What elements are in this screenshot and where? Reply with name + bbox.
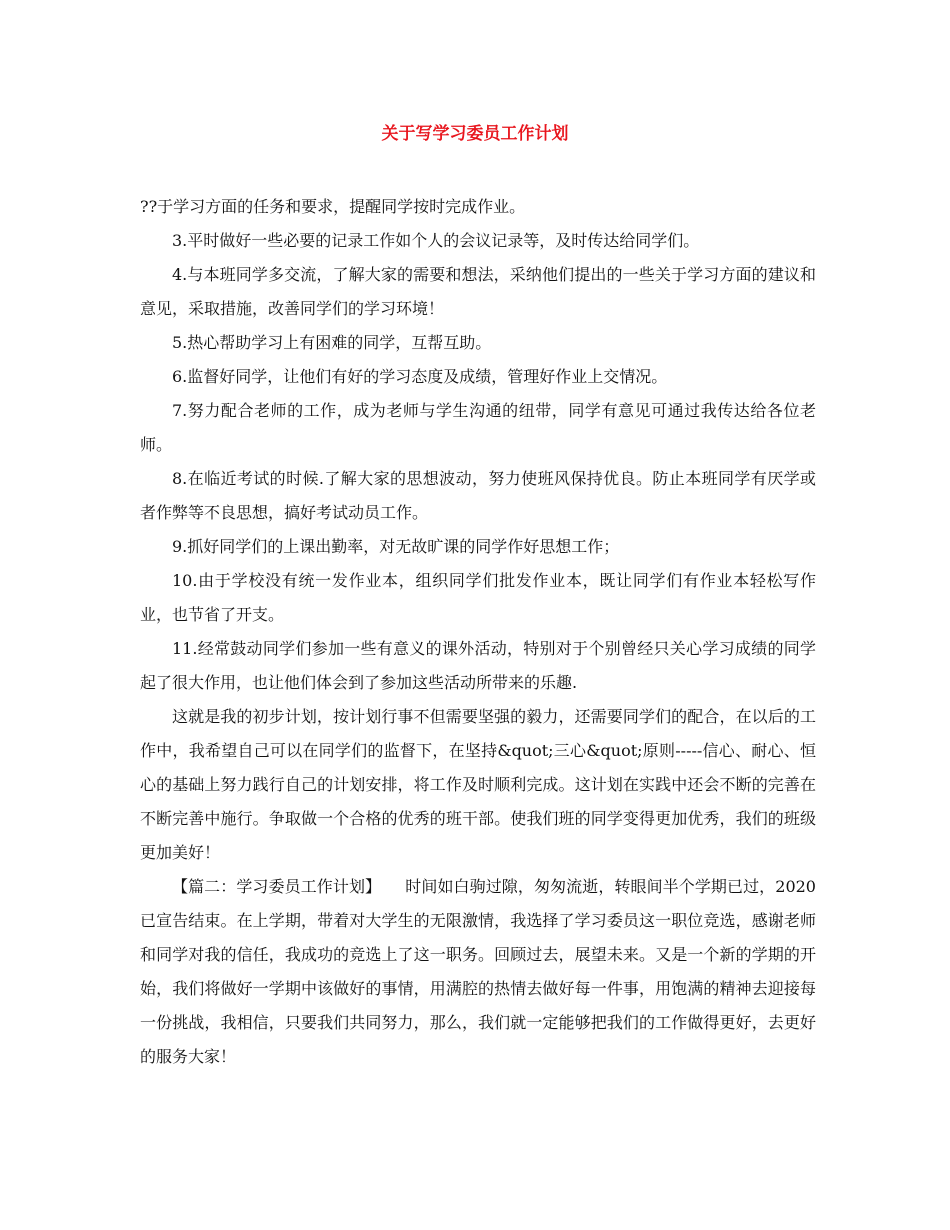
paragraph-item-6: 6.监督好同学，让他们有好的学习态度及成绩，管理好作业上交情况。 (172, 367, 668, 386)
document-body (140, 190, 816, 1074)
paragraph-item-3: 3.平时做好一些必要的记录工作如个人的会议记录等，及时传达给同学们。 (172, 231, 700, 250)
paragraph-item-9: 9.抓好同学们的上课出勤率，对无故旷课的同学作好思想工作； (172, 537, 620, 556)
paragraph-section-two: 【篇二：学习委员工作计划】 时间如白驹过隙，匆匆流逝，转眼间半个学期已过，2020已宣告结束。在上学期，带着对大学生的无限激情，我选择了学习委员这一职位竞选，感谢老师和同学对我的信任，我成功的竞选上了这一职务。回顾过去，展望未来。又是一个新的学期的开始，我们将做好一学期中该做好的事情，用满腔的热情去做好每一件事，用饱满的精神去迎接每一份挑战，我相信，只要我们共同努力，那么，我们就一定能够把我们的工作做得更好，去更好的服务大家！ (140, 877, 816, 1066)
document-title: 关于写学习委员工作计划 (381, 124, 569, 144)
paragraph-item-5: 5.热心帮助学习上有困难的同学，互帮互助。 (172, 333, 492, 352)
paragraph-continued: ??于学习方面的任务和要求，提醒同学按时完成作业。 (140, 197, 526, 216)
paragraph-item-7: 7.努力配合老师的工作，成为老师与学生沟通的纽带，同学有意见可通过我传达给各位老师。 (140, 401, 816, 454)
paragraph-item-8: 8.在临近考试的时候.了解大家的思想波动，努力使班风保持优良。防止本班同学有厌学或者作弊等不良思想，搞好考试动员工作。 (140, 469, 816, 522)
paragraph-item-4: 4.与本班同学多交流，了解大家的需要和想法，采纳他们提出的一些关于学习方面的建议和意见，采取措施，改善同学们的学习环境！ (140, 265, 816, 318)
paragraph-item-11: 11.经常鼓动同学们参加一些有意义的课外活动，特别对于个别曾经只关心学习成绩的同学起了很大作用，也让他们体会到了参加这些活动所带来的乐趣. (140, 639, 816, 692)
paragraph-summary: 这就是我的初步计划，按计划行事不但需要坚强的毅力，还需要同学们的配合，在以后的工作中，我希望自己可以在同学们的监督下，在坚持&quot;三心&quot;原则-----信心、耐心、恒心的基础上努力践行自己的计划安排，将工作及时顺利完成。这计划在实践中还会不断的完善在不断完善中施行。争取做一个合格的优秀的班干部。使我们班的同学变得更加优秀，我们的班级更加美好！ (140, 707, 816, 862)
paragraph-item-10: 10.由于学校没有统一发作业本，组织同学们批发作业本，既让同学们有作业本轻松写作业，也节省了开支。 (140, 571, 816, 624)
